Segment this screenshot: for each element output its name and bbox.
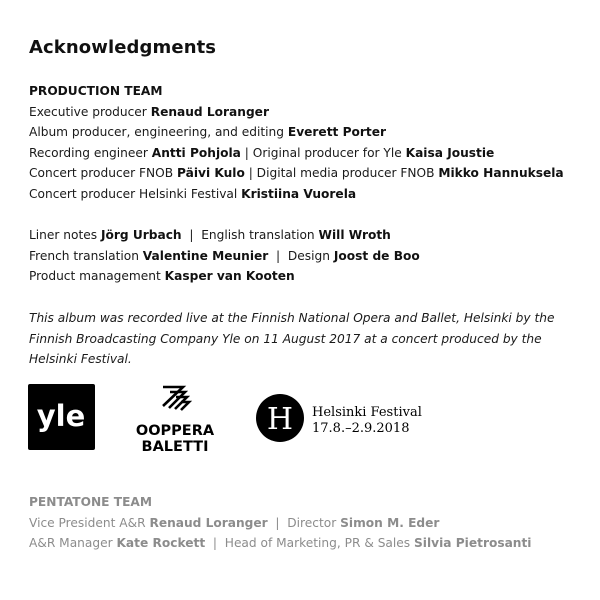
recording-note-line: This album was recorded live at the Finnish National Opera and Ballet, Helsinki by the — [29, 311, 555, 325]
page-title: Acknowledgments — [29, 37, 217, 58]
production-team-section — [29, 81, 564, 204]
credits-section — [29, 225, 420, 287]
credit-line: Album producer, engineering, and editing Everett Porter — [29, 125, 387, 139]
festival-name: Helsinki Festival — [312, 405, 422, 420]
credit-line: Recording engineer Antti Pohjola | Original producer for Yle Kaisa Joustie — [29, 145, 495, 160]
credit-line: Executive producer Renaud Loranger — [29, 104, 269, 119]
recording-note — [29, 308, 554, 370]
opera-logo-line2: BALETTI — [141, 439, 209, 454]
credit-line: Concert producer FNOB Päivi Kulo | Digital media producer FNOB Mikko Hannuksela — [29, 166, 564, 180]
festival-monogram: H — [266, 402, 294, 437]
yle-logo — [28, 384, 95, 450]
credit-line: French translation Valentine Meunier | Design Joost de Boo — [29, 248, 420, 263]
opera-logo-line1: OOPPERA — [135, 423, 215, 439]
credit-line: Product management Kasper van Kooten — [29, 269, 295, 283]
credit-line: Liner notes Jörg Urbach | English translation Will Wroth — [29, 228, 391, 242]
credit-line: Concert producer Helsinki Festival Kristiina Vuorela — [29, 186, 357, 201]
credit-line: A&R Manager Kate Rockett | Head of Marketing, PR & Sales Silvia Pietrosanti — [29, 536, 532, 550]
pentatone-team-heading: PENTATONE TEAM — [29, 495, 152, 509]
yle-logo-text: yle — [36, 399, 86, 433]
production-team-heading: PRODUCTION TEAM — [29, 84, 163, 98]
festival-dates: 17.8.–2.9.2018 — [312, 421, 410, 436]
helsinki-festival-logo — [256, 392, 426, 444]
opera-ballet-logo — [133, 384, 223, 454]
recording-note-line: Finnish Broadcasting Company Yle on 11 August 2017 at a concert produced by the — [29, 331, 542, 346]
recording-note-line: Helsinki Festival. — [29, 352, 132, 366]
credit-line: Vice President A&R Renaud Loranger | Director Simon M. Eder — [29, 515, 440, 530]
pentatone-team-section — [29, 492, 531, 554]
opera-wave-icon — [163, 387, 189, 410]
